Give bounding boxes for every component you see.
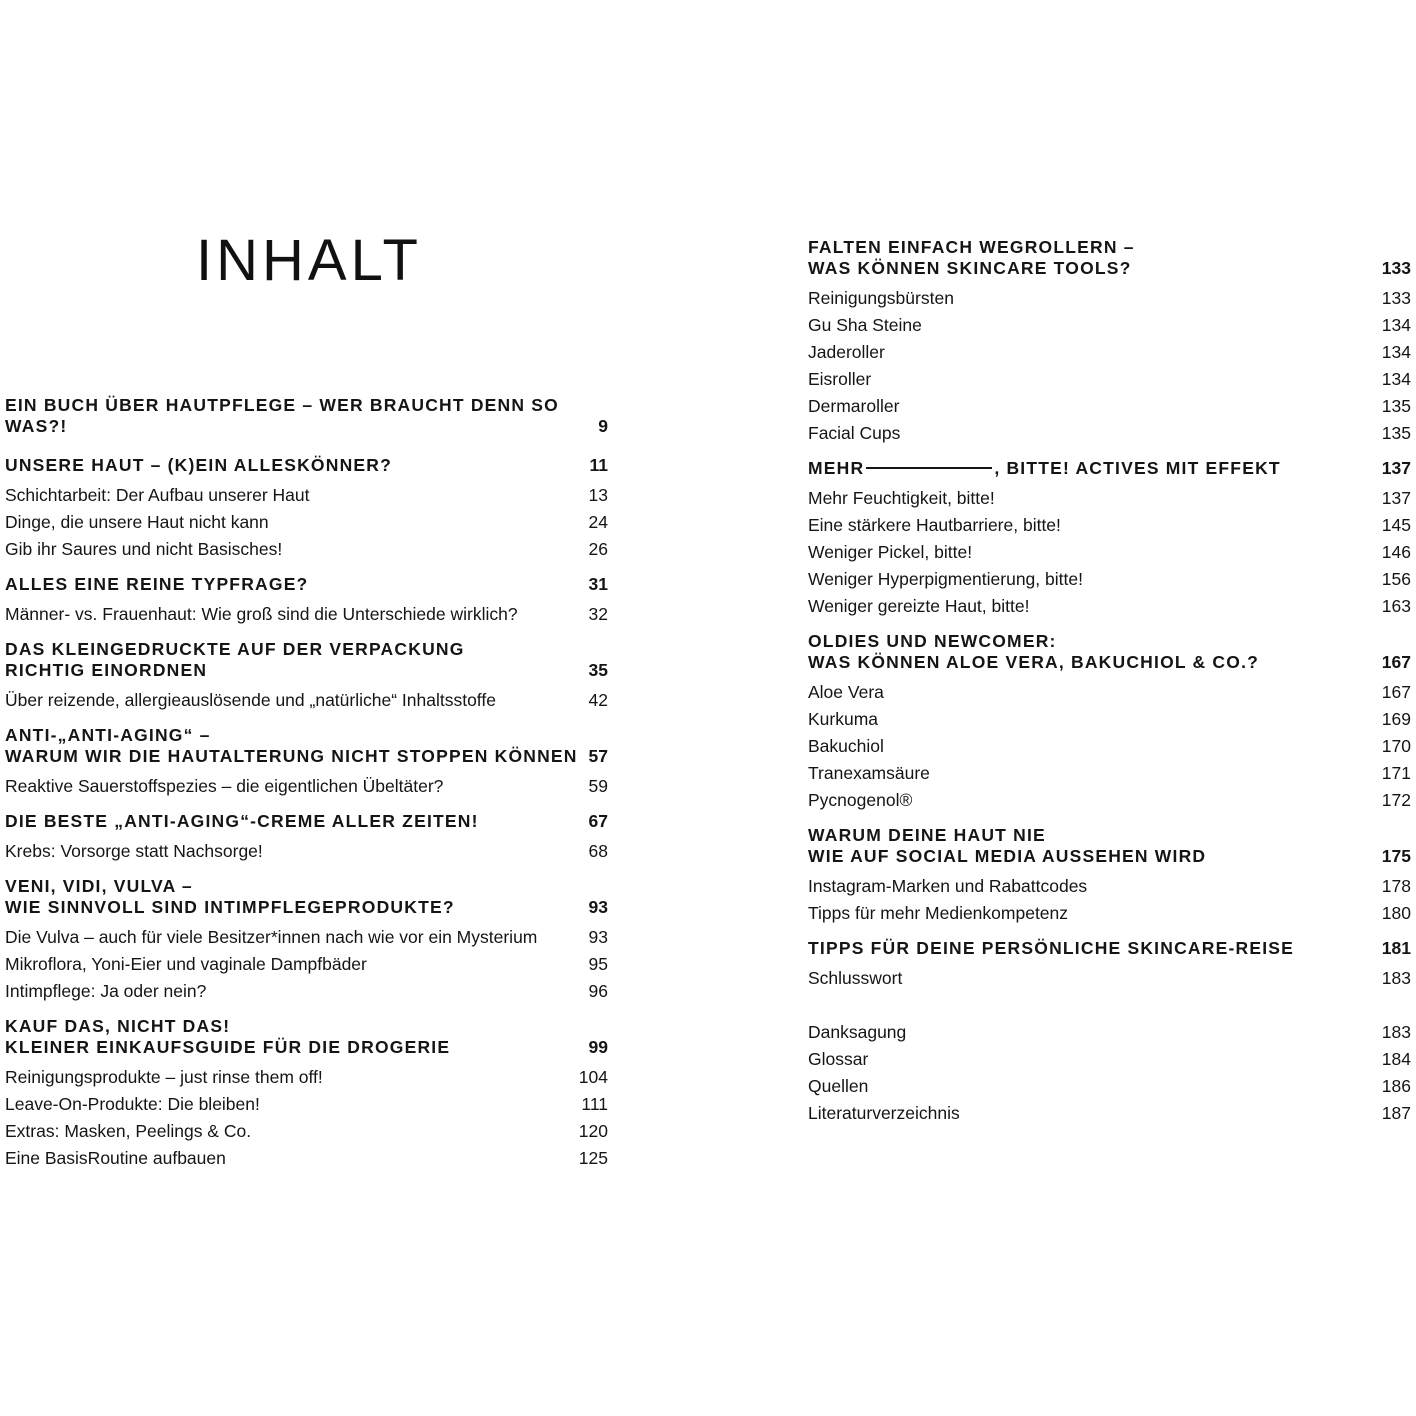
section-heading[interactable] <box>5 395 608 443</box>
toc-entry[interactable] <box>808 285 1411 312</box>
appendix-entry[interactable] <box>808 1073 1411 1100</box>
entry-label: Schlusswort <box>808 968 903 988</box>
section-page: 57 <box>588 746 608 766</box>
section-title: UNSERE HAUT – (K)EIN ALLESKÖNNER? <box>5 455 393 475</box>
entry-page: 171 <box>1381 763 1411 783</box>
entry-label: Intimpflege: Ja oder nein? <box>5 981 207 1001</box>
section-page: 35 <box>588 660 608 680</box>
entry-label: Quellen <box>808 1076 869 1096</box>
toc-entry[interactable] <box>808 965 1411 992</box>
toc-left-column <box>5 395 608 1172</box>
entry-page: 134 <box>1381 369 1411 389</box>
entry-label: Schichtarbeit: Der Aufbau unserer Haut <box>5 485 310 505</box>
blank-line <box>866 467 992 469</box>
entry-page: 59 <box>588 776 608 796</box>
entry-page: 170 <box>1381 736 1411 756</box>
entry-label: Literaturverzeichnis <box>808 1103 960 1123</box>
entry-page: 180 <box>1381 903 1411 923</box>
toc-entry[interactable] <box>5 482 608 509</box>
entry-label: Instagram-Marken und Rabattcodes <box>808 876 1088 896</box>
section-title <box>808 458 1281 479</box>
toc-entry[interactable] <box>808 679 1411 706</box>
entry-label: Extras: Masken, Peelings & Co. <box>5 1121 252 1141</box>
section-page: 67 <box>588 811 608 831</box>
entry-label: Leave-On-Produkte: Die bleiben! <box>5 1094 260 1114</box>
appendix-entry[interactable] <box>808 1046 1411 1073</box>
entry-label: Über reizende, allergieauslösende und „natürliche“ Inhaltsstoffe <box>5 690 496 710</box>
entry-page: 120 <box>578 1121 608 1141</box>
section-page: 175 <box>1381 846 1411 866</box>
entry-page: 68 <box>588 841 608 861</box>
entry-page: 135 <box>1381 423 1411 443</box>
entry-label: Die Vulva – auch für viele Besitzer*innen nach wie vor ein Mysterium <box>5 927 538 947</box>
toc-entry[interactable] <box>5 536 608 563</box>
section-heading[interactable] <box>5 725 608 773</box>
section-page: 93 <box>588 897 608 917</box>
toc-entry[interactable] <box>5 1145 608 1172</box>
entry-page: 183 <box>1381 1022 1411 1042</box>
entry-label: Männer- vs. Frauenhaut: Wie groß sind die Unterschiede wirklich? <box>5 604 518 624</box>
section-title: FALTEN EINFACH WEGROLLERN – WAS KÖNNEN SKINCARE TOOLS? <box>808 237 1135 278</box>
toc-entry[interactable] <box>808 312 1411 339</box>
toc-entry[interactable] <box>808 485 1411 512</box>
section-title: TIPPS FÜR DEINE PERSÖNLICHE SKINCARE-REISE <box>808 938 1295 958</box>
toc-section <box>808 237 1411 447</box>
toc-entry[interactable] <box>808 787 1411 814</box>
entry-label: Jaderoller <box>808 342 885 362</box>
toc-entry[interactable] <box>808 393 1411 420</box>
entry-page: 135 <box>1381 396 1411 416</box>
section-title: WARUM DEINE HAUT NIE WIE AUF SOCIAL MEDIA AUSSEHEN WIRD <box>808 825 1207 866</box>
entry-label: Eine BasisRoutine aufbauen <box>5 1148 226 1168</box>
entry-page: 183 <box>1381 968 1411 988</box>
toc-entry[interactable] <box>808 339 1411 366</box>
toc-section <box>5 725 608 800</box>
entry-label: Reinigungsbürsten <box>808 288 954 308</box>
entry-label: Reaktive Sauerstoffspezies – die eigentlichen Übeltäter? <box>5 776 444 796</box>
entry-label: Gu Sha Steine <box>808 315 922 335</box>
entry-label: Facial Cups <box>808 423 901 443</box>
entry-page: 145 <box>1381 515 1411 535</box>
appendix-entry[interactable] <box>808 1100 1411 1127</box>
entry-page: 178 <box>1381 876 1411 896</box>
entry-label: Weniger Hyperpigmentierung, bitte! <box>808 569 1083 589</box>
toc-section <box>5 455 608 563</box>
entry-page: 134 <box>1381 342 1411 362</box>
toc-entry[interactable] <box>5 687 608 714</box>
toc-entry[interactable] <box>808 706 1411 733</box>
appendix-list <box>808 1019 1411 1127</box>
entry-page: 184 <box>1381 1049 1411 1069</box>
appendix-entry[interactable] <box>808 1019 1411 1046</box>
section-title-end: , BITTE! ACTIVES MIT EFFEKT <box>994 458 1281 478</box>
entry-page: 163 <box>1381 596 1411 616</box>
toc-section <box>5 1016 608 1172</box>
entry-page: 125 <box>578 1148 608 1168</box>
entry-label: Danksagung <box>808 1022 907 1042</box>
entry-page: 93 <box>588 927 608 947</box>
toc-entry[interactable] <box>808 366 1411 393</box>
entry-page: 146 <box>1381 542 1411 562</box>
toc-entry[interactable] <box>808 873 1411 900</box>
toc-entry[interactable] <box>5 509 608 536</box>
entry-label: Mikroflora, Yoni-Eier und vaginale Dampfbäder <box>5 954 367 974</box>
entry-page: 111 <box>581 1094 608 1114</box>
toc-section <box>5 574 608 628</box>
toc-entry[interactable] <box>808 900 1411 927</box>
section-title: EIN BUCH ÜBER HAUTPFLEGE – WER BRAUCHT DENN SO WAS?! <box>5 395 559 436</box>
toc-section <box>808 825 1411 927</box>
section-page: 133 <box>1381 258 1411 278</box>
entry-label: Eine stärkere Hautbarriere, bitte! <box>808 515 1061 535</box>
section-heading[interactable] <box>5 811 608 838</box>
section-heading[interactable] <box>5 455 608 482</box>
entry-label: Dinge, die unsere Haut nicht kann <box>5 512 269 532</box>
toc-section <box>808 938 1411 992</box>
toc-entry[interactable] <box>5 1118 608 1145</box>
section-heading[interactable] <box>5 574 608 601</box>
entry-label: Weniger gereizte Haut, bitte! <box>808 596 1030 616</box>
section-title: DAS KLEINGEDRUCKTE AUF DER VERPACKUNG RICHTIG EINORDNEN <box>5 639 465 680</box>
toc-section <box>5 876 608 1005</box>
page-title: INHALT <box>196 228 422 293</box>
entry-label: Dermaroller <box>808 396 900 416</box>
toc-entry[interactable] <box>5 601 608 628</box>
entry-page: 167 <box>1381 682 1411 702</box>
toc-entry[interactable] <box>808 733 1411 760</box>
toc-section <box>5 811 608 865</box>
section-page: 167 <box>1381 652 1411 672</box>
toc-entry[interactable] <box>5 924 608 951</box>
entry-label: Mehr Feuchtigkeit, bitte! <box>808 488 995 508</box>
toc-entry[interactable] <box>808 512 1411 539</box>
section-title: VENI, VIDI, VULVA – WIE SINNVOLL SIND INTIMPFLEGEPRODUKTE? <box>5 876 455 917</box>
section-heading[interactable] <box>808 825 1411 873</box>
entry-label: Bakuchiol <box>808 736 884 756</box>
toc-entry[interactable] <box>808 566 1411 593</box>
section-title: ANTI-„ANTI-AGING“ – WARUM WIR DIE HAUTALTERUNG NICHT STOPPEN KÖNNEN <box>5 725 578 766</box>
section-title: DIE BESTE „ANTI-AGING“-CREME ALLER ZEITEN! <box>5 811 479 831</box>
entry-page: 26 <box>588 539 608 559</box>
toc-section <box>808 458 1411 620</box>
entry-label: Tranexamsäure <box>808 763 930 783</box>
entry-page: 172 <box>1381 790 1411 810</box>
entry-label: Eisroller <box>808 369 872 389</box>
toc-entry[interactable] <box>808 539 1411 566</box>
entry-page: 186 <box>1381 1076 1411 1096</box>
entry-label: Tipps für mehr Medienkompetenz <box>808 903 1069 923</box>
section-title: ALLES EINE REINE TYPFRAGE? <box>5 574 309 594</box>
toc-entry[interactable] <box>5 1064 608 1091</box>
section-page: 9 <box>598 416 608 436</box>
entry-page: 133 <box>1381 288 1411 308</box>
entry-label: Gib ihr Saures und nicht Basisches! <box>5 539 283 559</box>
entry-page: 24 <box>588 512 608 532</box>
section-page: 137 <box>1381 458 1411 478</box>
section-heading[interactable] <box>808 631 1411 679</box>
section-title: OLDIES UND NEWCOMER: WAS KÖNNEN ALOE VERA, BAKUCHIOL & CO.? <box>808 631 1260 672</box>
toc-entry[interactable] <box>5 978 608 1005</box>
section-title: KAUF DAS, NICHT DAS! KLEINER EINKAUFSGUIDE FÜR DIE DROGERIE <box>5 1016 451 1057</box>
entry-label: Aloe Vera <box>808 682 884 702</box>
section-heading[interactable] <box>808 237 1411 285</box>
toc-entry[interactable] <box>808 593 1411 620</box>
entry-page: 156 <box>1381 569 1411 589</box>
toc-section <box>808 631 1411 814</box>
section-heading[interactable] <box>5 1016 608 1064</box>
toc-section <box>5 395 608 443</box>
toc-entry[interactable] <box>808 760 1411 787</box>
entry-label: Krebs: Vorsorge statt Nachsorge! <box>5 841 263 861</box>
section-page: 31 <box>588 574 608 594</box>
entry-page: 32 <box>588 604 608 624</box>
toc-entry[interactable] <box>5 1091 608 1118</box>
section-page: 99 <box>588 1037 608 1057</box>
entry-page: 137 <box>1381 488 1411 508</box>
toc-entry[interactable] <box>5 773 608 800</box>
entry-page: 134 <box>1381 315 1411 335</box>
entry-page: 13 <box>588 485 608 505</box>
section-title-start: MEHR <box>808 458 865 478</box>
entry-page: 95 <box>588 954 608 974</box>
section-heading[interactable] <box>5 876 608 924</box>
entry-page: 187 <box>1381 1103 1411 1123</box>
entry-page: 96 <box>588 981 608 1001</box>
section-heading[interactable] <box>5 639 608 687</box>
entry-label: Kurkuma <box>808 709 879 729</box>
toc-right-column <box>808 237 1411 1127</box>
entry-page: 169 <box>1381 709 1411 729</box>
section-page: 181 <box>1381 938 1411 958</box>
entry-label: Weniger Pickel, bitte! <box>808 542 973 562</box>
entry-label: Reinigungsprodukte – just rinse them off! <box>5 1067 323 1087</box>
toc-section <box>5 639 608 714</box>
section-heading[interactable] <box>808 938 1411 965</box>
entry-label: Pycnogenol® <box>808 790 913 810</box>
toc-entry[interactable] <box>5 951 608 978</box>
toc-entry[interactable] <box>808 420 1411 447</box>
entry-label: Glossar <box>808 1049 869 1069</box>
toc-entry[interactable] <box>5 838 608 865</box>
entry-page: 42 <box>588 690 608 710</box>
section-page: 11 <box>589 455 608 475</box>
entry-page: 104 <box>578 1067 608 1087</box>
section-heading[interactable] <box>808 458 1411 485</box>
